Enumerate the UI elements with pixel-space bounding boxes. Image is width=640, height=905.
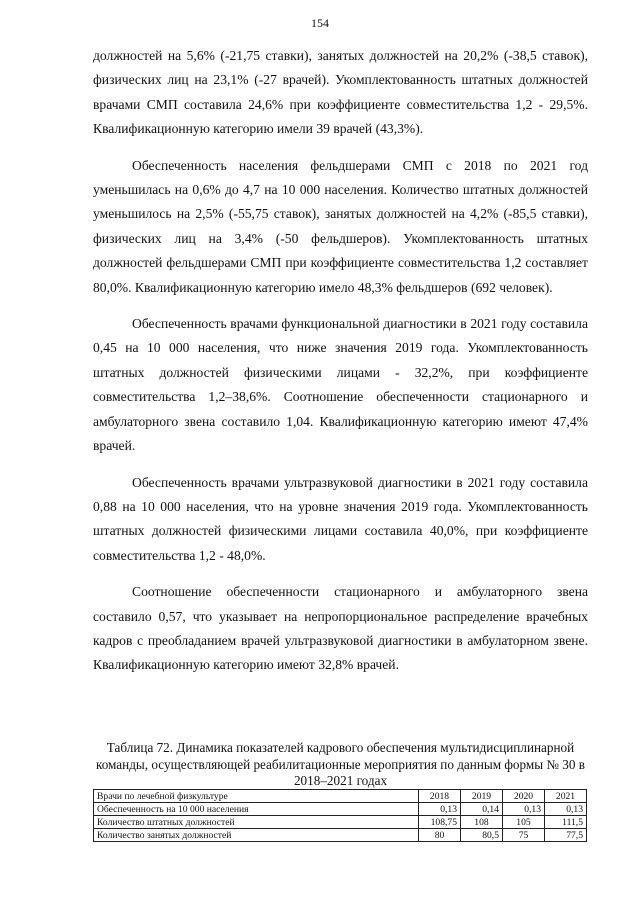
- table-row: [94, 816, 587, 829]
- staffing-table: [93, 789, 587, 842]
- table-row: [94, 803, 587, 816]
- table-cell: 108,75: [419, 816, 461, 829]
- table-cell: 0,13: [545, 803, 587, 816]
- table-header-cell: Врачи по лечебной физкультуре: [94, 790, 419, 803]
- table-header-cell: 2018: [419, 790, 461, 803]
- table-cell: 75: [503, 829, 545, 842]
- table-header-cell: 2019: [461, 790, 503, 803]
- table-cell: Обеспеченность на 10 000 населения: [94, 803, 419, 816]
- table-cell: 80: [419, 829, 461, 842]
- table-cell: 105: [503, 816, 545, 829]
- page-number: 154: [311, 16, 329, 30]
- table-cell: Количество штатных должностей: [94, 816, 419, 829]
- paragraph: Соотношение обеспеченности стационарного и амбулаторного звена составило 0,57, что указывает на непропорциональное распределение врачебных кадров с преобладанием врачей ультразвуковой диагностики в амбулаторном звене. Квалификационную категорию имеют 32,8% врачей.: [93, 584, 588, 673]
- table-cell: 0,13: [419, 803, 461, 816]
- table-cell: 108: [461, 816, 503, 829]
- table-cell: 111,5: [545, 816, 587, 829]
- paragraph: должностей на 5,6% (-21,75 ставки), занятых должностей на 20,2% (-38,5 ставок), физических лиц на 23,1% (-27 врачей). Укомплектованность штатных должностей врачами СМП составила 24,6% при коэффициенте совместительства 1,2 - 29,5%. Квалификационную категорию имели 39 врачей (43,3%).: [93, 48, 588, 137]
- paragraph: Обеспеченность населения фельдшерами СМП с 2018 по 2021 год уменьшилась на 0,6% до 4,7 на 10 000 населения. Количество штатных должностей уменьшилось на 2,5% (-55,75 ставок), занятых должностей на 4,2% (-85,5 ставки), физических лиц на 3,4% (-50 фельдшеров). Укомплектованность штатных должностей фельдшерами СМП при коэффициенте совместительства 1,2 составляет 80,0%. Квалификационную категорию имело 48,3% фельдшеров (692 человек).: [93, 157, 588, 295]
- table-cell: 0,14: [461, 803, 503, 816]
- table-row: [94, 829, 587, 842]
- table-caption: Таблица 72. Динамика показателей кадрового обеспечения мультидисциплинарной команды, осуществляющей реабилитационные мероприятия по данным формы № 30 в 2018–2021 годах: [95, 740, 586, 788]
- body-text: [93, 44, 588, 690]
- table-header-row: [94, 790, 587, 803]
- paragraph: Обеспеченность врачами функциональной диагностики в 2021 году составила 0,45 на 10 000 населения, что ниже значения 2019 года. Укомплектованность штатных должностей физическими лицами - 32,2%, при коэффициенте совместительства 1,2–38,6%. Соотношение обеспеченности стационарного и амбулаторного звена составило 1,04. Квалификационную категорию имеют 47,4% врачей.: [93, 316, 588, 454]
- table-header-cell: 2020: [503, 790, 545, 803]
- paragraph: Обеспеченность врачами ультразвуковой диагностики в 2021 году составила 0,88 на 10 000 населения, что на уровне значения 2019 года. Укомплектованность штатных должностей физическими лицами составила 40,0%, при коэффициенте совместительства 1,2 - 48,0%.: [93, 474, 588, 563]
- table-header-cell: 2021: [545, 790, 587, 803]
- table-cell: Количество занятых должностей: [94, 829, 419, 842]
- table-cell: 80,5: [461, 829, 503, 842]
- table-cell: 0,13: [503, 803, 545, 816]
- table-cell: 77,5: [545, 829, 587, 842]
